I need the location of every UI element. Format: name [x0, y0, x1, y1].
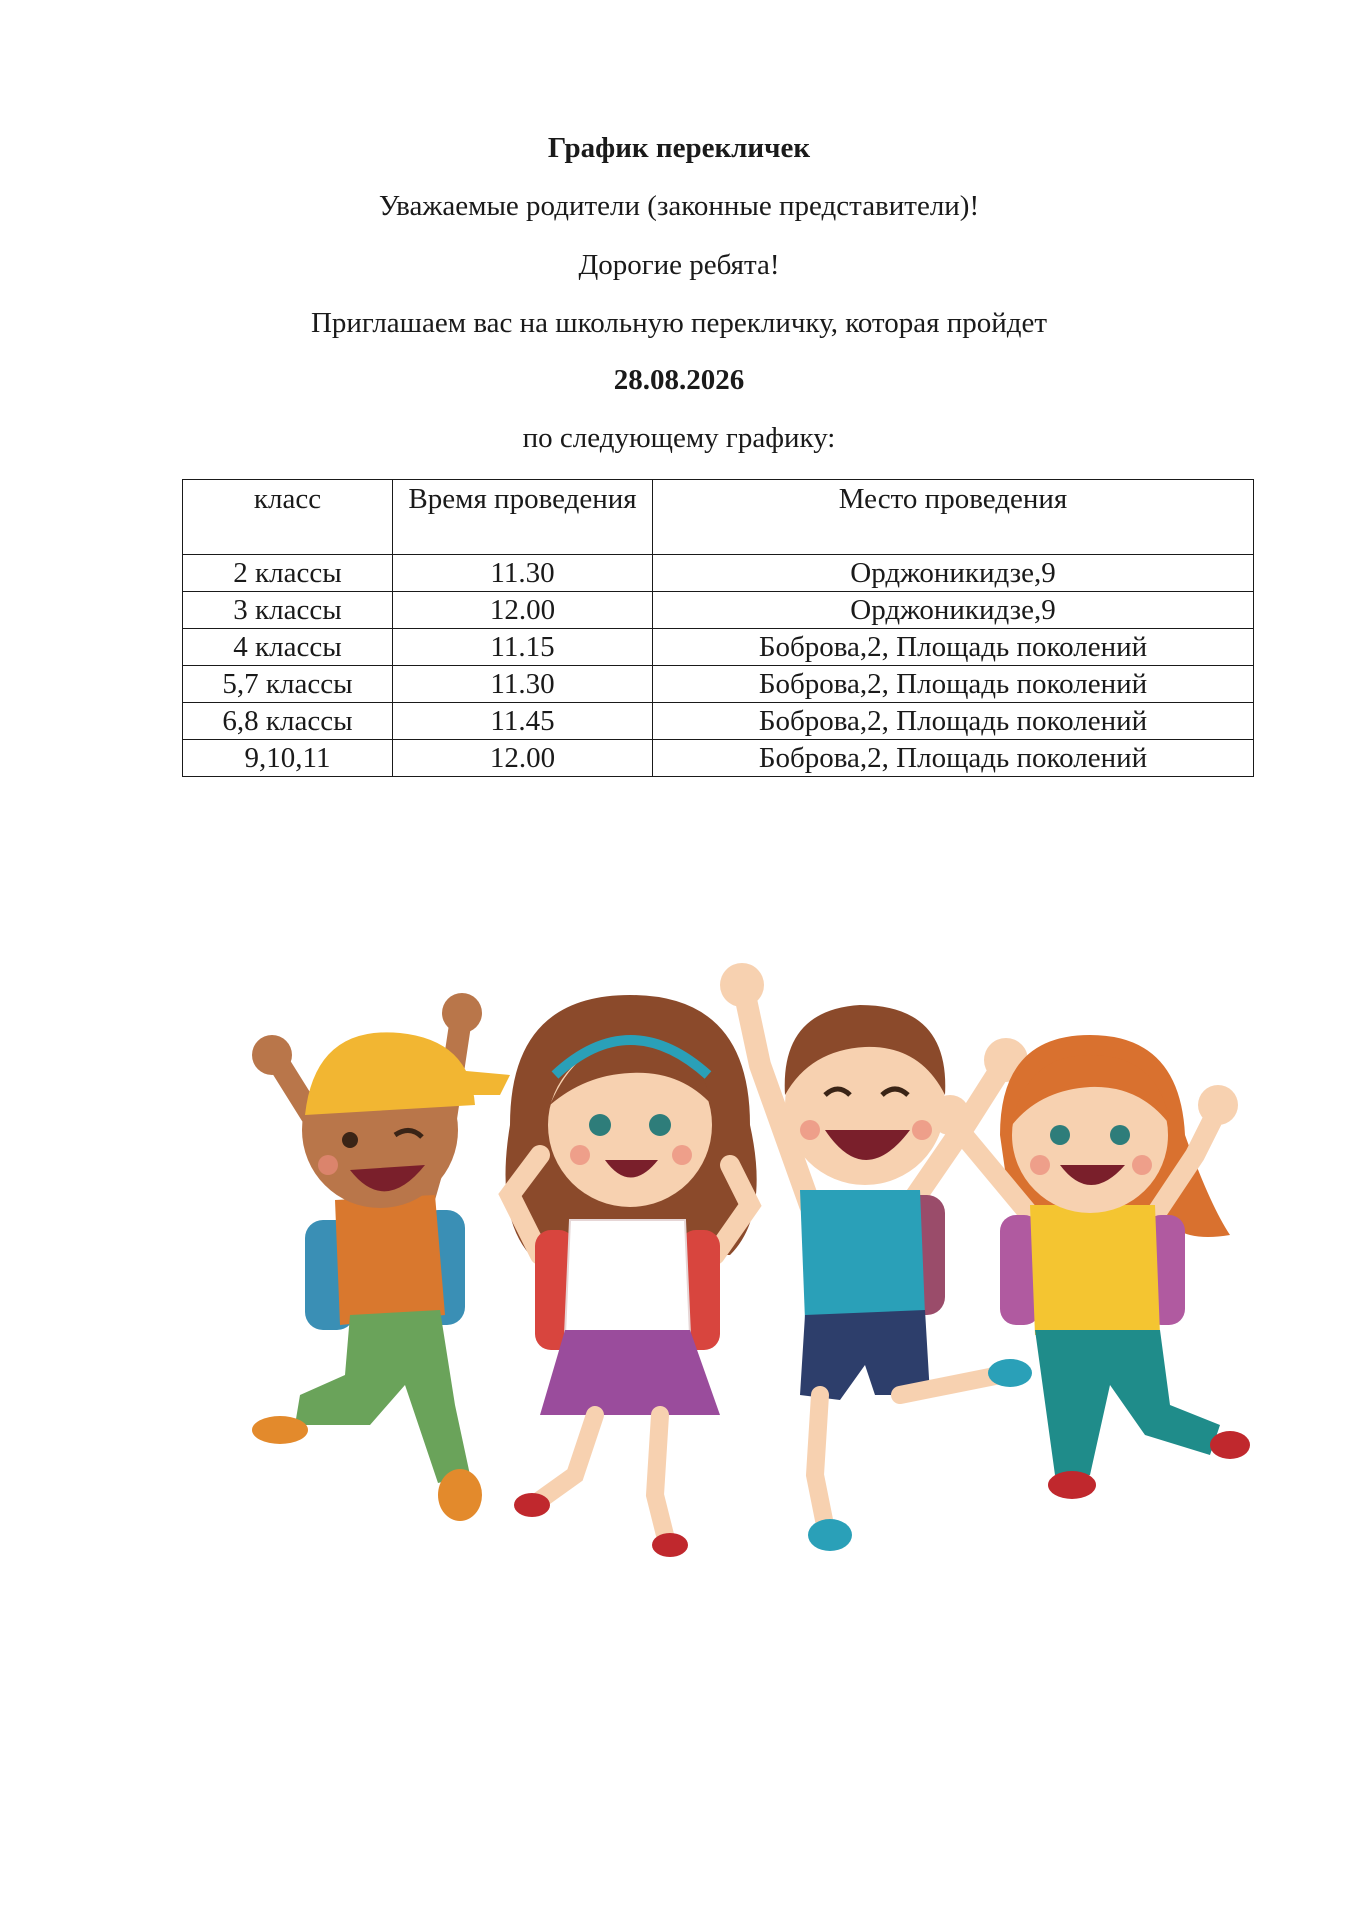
jumping-children-illustration — [210, 955, 1250, 1575]
schedule-intro: по следующему графику: — [522, 422, 836, 454]
page-title: График перекличек — [547, 132, 811, 164]
cell-time: 11.45 — [393, 703, 653, 740]
cell-time: 12.00 — [393, 740, 653, 777]
header-place: Место проведения — [653, 480, 1254, 555]
greeting-parents: Уважаемые родители (законные представители)! — [378, 190, 980, 222]
cell-place: Боброва,2, Площадь поколений — [653, 740, 1254, 777]
event-date: 28.08.2026 — [613, 364, 745, 396]
schedule-table — [182, 479, 1254, 777]
cell-place: Орджоникидзе,9 — [653, 592, 1254, 629]
table-row — [183, 555, 1254, 592]
child-boy-cap — [252, 993, 510, 1521]
header-class: класс — [183, 480, 393, 555]
cell-class: 2 классы — [183, 555, 393, 592]
table-row — [183, 666, 1254, 703]
cell-time: 11.30 — [393, 555, 653, 592]
child-girl-headband — [506, 995, 757, 1557]
cell-time: 11.30 — [393, 666, 653, 703]
cell-place: Боброва,2, Площадь поколений — [653, 666, 1254, 703]
table-row — [183, 592, 1254, 629]
table-row — [183, 703, 1254, 740]
cell-class: 9,10,11 — [183, 740, 393, 777]
cell-place: Боброва,2, Площадь поколений — [653, 703, 1254, 740]
child-boy-teal — [720, 963, 1032, 1551]
cell-time: 12.00 — [393, 592, 653, 629]
cell-class: 6,8 классы — [183, 703, 393, 740]
cell-time: 11.15 — [393, 629, 653, 666]
table-row — [183, 629, 1254, 666]
cell-place: Орджоникидзе,9 — [653, 555, 1254, 592]
invitation-text: Приглашаем вас на школьную перекличку, которая пройдет — [310, 307, 1048, 339]
greeting-children: Дорогие ребята! — [578, 249, 780, 281]
table-header-row — [183, 480, 1254, 555]
header-time: Время проведения — [393, 480, 653, 555]
cell-class: 4 классы — [183, 629, 393, 666]
table-row — [183, 740, 1254, 777]
cell-class: 5,7 классы — [183, 666, 393, 703]
cell-place: Боброва,2, Площадь поколений — [653, 629, 1254, 666]
cell-class: 3 классы — [183, 592, 393, 629]
